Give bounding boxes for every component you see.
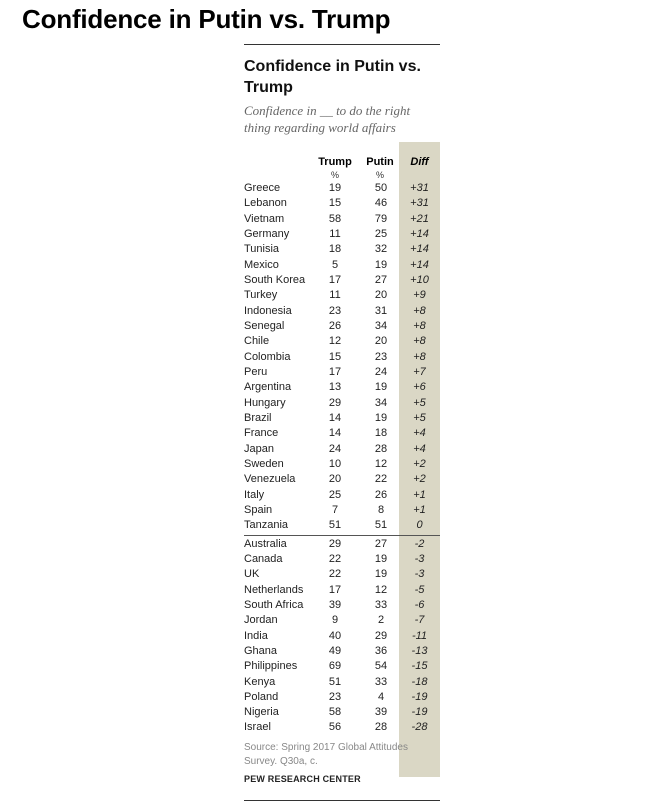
diff-value: +8 [413,350,426,363]
country-label: Israel [244,721,271,734]
trump-value: 25 [328,488,342,501]
table-row [244,705,440,720]
diff-value: +9 [413,289,426,302]
table-row [244,334,440,349]
diff-value: +31 [410,182,429,194]
country-label: South Korea [244,273,306,286]
table-row [244,720,440,735]
country-label: Ghana [244,644,278,657]
trump-value: 40 [328,629,342,642]
column-header-putin: Putin [366,156,394,168]
table-row [244,273,440,288]
trump-value: 39 [328,598,342,611]
putin-value: 20 [374,335,388,348]
table-row [244,442,440,457]
trump-value: 19 [328,182,342,194]
diff-value: +2 [413,457,426,470]
putin-value: 27 [374,537,388,550]
diff-value: -19 [411,690,428,703]
country-label: Kenya [244,675,276,688]
diff-value: -6 [414,598,425,611]
table-row [244,258,440,273]
trump-value: 9 [331,614,339,627]
table-row [244,518,440,533]
trump-value: 24 [328,442,342,455]
country-label: Jordan [244,614,278,627]
country-label: Netherlands [244,583,304,596]
table-row [244,350,440,365]
table-row [244,196,440,211]
country-label: Japan [244,442,274,455]
putin-value: 29 [374,629,388,642]
table-row [244,396,440,411]
putin-value: 20 [374,289,388,302]
diff-value: -3 [414,568,425,581]
country-label: Nigeria [244,706,279,719]
country-label: Turkey [244,289,278,302]
diff-value: -7 [414,614,425,627]
trump-value: 49 [328,644,342,657]
diff-value: +5 [413,396,426,409]
column-header-trump: Trump [318,156,352,168]
table-row [244,583,440,598]
trump-value: 14 [328,427,342,440]
chart-subtitle: Confidence in __ to do the right thing regarding world affairs [244,103,411,135]
putin-value: 27 [374,273,388,286]
trump-value: 56 [328,721,342,734]
table-row [244,675,440,690]
diff-value: +21 [410,212,429,225]
trump-value: 17 [328,583,342,596]
country-label: UK [244,568,260,581]
diff-value: +14 [410,243,429,256]
trump-value: 11 [329,227,341,240]
table-row [244,319,440,334]
diff-value: -13 [411,644,428,657]
credit-label: PEW RESEARCH CENTER [244,774,361,784]
trump-value: 15 [328,197,342,210]
putin-value: 34 [374,319,388,332]
chart-title: Confidence in Putin vs. Trump [244,58,421,96]
table-row [244,457,440,472]
diff-value: +10 [410,273,429,286]
table-row [244,242,440,257]
putin-value: 32 [374,243,388,256]
putin-value: 79 [374,212,388,225]
putin-value: 19 [374,258,388,271]
trump-value: 22 [328,552,342,565]
bottom-rule [244,800,440,801]
country-label: Peru [244,365,268,378]
page-title: Confidence in Putin vs. Trump [22,4,391,34]
putin-value: 51 [374,519,388,532]
table-row [244,659,440,674]
diff-value: -3 [414,552,425,565]
country-label: Senegal [244,319,285,332]
putin-value: 28 [374,721,388,734]
trump-value: 20 [328,473,342,486]
country-label: Chile [244,335,270,348]
putin-value: 24 [374,365,388,378]
table-row [244,552,440,567]
trump-value: 51 [328,519,342,532]
diff-value: -15 [411,660,428,673]
putin-value: 33 [374,598,388,611]
table-row [244,644,440,659]
trump-value: 13 [328,381,342,394]
trump-value: 5 [331,258,339,271]
country-label: Australia [244,537,287,550]
trump-value: 17 [328,365,342,378]
column-header-diff: Diff [410,156,429,168]
country-label: Venezuela [244,473,296,486]
trump-value: 17 [328,273,342,286]
putin-value: 18 [374,427,388,440]
diff-value: +1 [413,488,426,501]
diff-value: +5 [413,411,426,424]
country-label: Tunisia [244,243,280,256]
country-label: Greece [244,182,281,194]
table-row [244,411,440,426]
diff-value: +6 [413,381,426,394]
table-row [244,304,440,319]
diff-value: +7 [413,365,426,378]
putin-value: 22 [374,473,388,486]
country-label: Spain [244,503,273,516]
putin-value: 23 [374,350,388,363]
source-note: Source: Spring 2017 Global Attitudes Survey. Q30a, c. [244,742,408,767]
putin-value: 19 [374,552,388,565]
putin-value: 8 [377,503,385,516]
country-label: Lebanon [244,197,287,210]
diff-value: +14 [410,258,429,271]
putin-value: 33 [374,675,388,688]
diff-value: -2 [414,537,425,550]
country-label: South Africa [244,598,304,611]
table-row [244,598,440,613]
trump-value: 7 [331,503,339,516]
putin-value: 25 [374,227,388,240]
unit-label-trump: % [330,170,339,180]
table-row [244,426,440,441]
table-row [244,212,440,227]
diff-value: -11 [411,629,428,642]
diff-value: +4 [413,427,426,440]
trump-value: 14 [328,411,342,424]
diff-value: +8 [413,319,426,332]
diff-value: +14 [410,227,429,240]
trump-value: 12 [328,335,342,348]
table-row [244,488,440,503]
putin-value: 31 [374,304,388,317]
trump-value: 29 [328,396,342,409]
putin-value: 12 [374,457,388,470]
country-label: Philippines [244,660,298,673]
diff-value: -18 [411,675,428,688]
table-row [244,227,440,242]
country-label: Indonesia [244,304,292,317]
trump-value: 10 [328,457,342,470]
top-rule [244,44,440,45]
table-row [244,365,440,380]
trump-value: 58 [328,212,342,225]
putin-value: 46 [374,197,388,210]
country-label: Tanzania [244,519,289,532]
trump-value: 58 [328,706,342,719]
country-label: Vietnam [244,212,285,225]
country-label: France [244,427,279,440]
trump-value: 23 [328,304,342,317]
table-row [244,690,440,705]
putin-value: 2 [377,614,385,627]
unit-label-putin: % [375,170,384,180]
table-row [244,613,440,628]
country-label: Brazil [244,411,272,424]
country-label: Argentina [244,381,292,394]
diff-value: +8 [413,335,426,348]
country-label: Italy [244,488,265,501]
trump-value: 23 [328,690,342,703]
data-rows [244,181,440,736]
trump-value: 15 [328,350,342,363]
putin-value: 19 [374,568,388,581]
putin-value: 36 [374,644,388,657]
putin-value: 54 [374,660,388,673]
trump-value: 18 [328,243,342,256]
putin-value: 28 [374,442,388,455]
country-label: Canada [244,552,283,565]
table-row [244,629,440,644]
diff-value: +1 [413,503,426,516]
putin-value: 34 [374,396,388,409]
chart-card [244,44,440,804]
diff-value: +4 [413,442,426,455]
table-row [244,181,440,196]
table-row [244,567,440,582]
diff-value: +31 [410,197,429,210]
table-row [244,537,440,552]
putin-value: 50 [374,182,388,194]
table-row [244,472,440,487]
country-label: Hungary [244,396,286,409]
diff-value: +8 [413,304,426,317]
trump-value: 26 [328,319,342,332]
divider-line [244,535,440,536]
trump-value: 29 [328,537,342,550]
diff-value: +2 [413,473,426,486]
putin-value: 12 [374,583,388,596]
trump-value: 11 [329,289,341,302]
table-row [244,503,440,518]
country-label: Colombia [244,350,291,363]
trump-value: 51 [328,675,342,688]
diff-value: 0 [416,519,423,532]
country-label: Sweden [244,457,284,470]
putin-value: 4 [377,690,385,703]
country-label: Mexico [244,258,279,271]
country-label: Germany [244,227,290,240]
putin-value: 19 [374,381,388,394]
table-row [244,380,440,395]
trump-value: 22 [328,568,342,581]
diff-value: -19 [411,706,428,719]
diff-value: -28 [411,721,428,734]
country-label: India [244,629,268,642]
putin-value: 26 [374,488,388,501]
trump-value: 69 [328,660,342,673]
diff-value: -5 [414,583,425,596]
table-row [244,288,440,303]
putin-value: 19 [374,411,388,424]
country-label: Poland [244,690,279,703]
putin-value: 39 [374,706,388,719]
